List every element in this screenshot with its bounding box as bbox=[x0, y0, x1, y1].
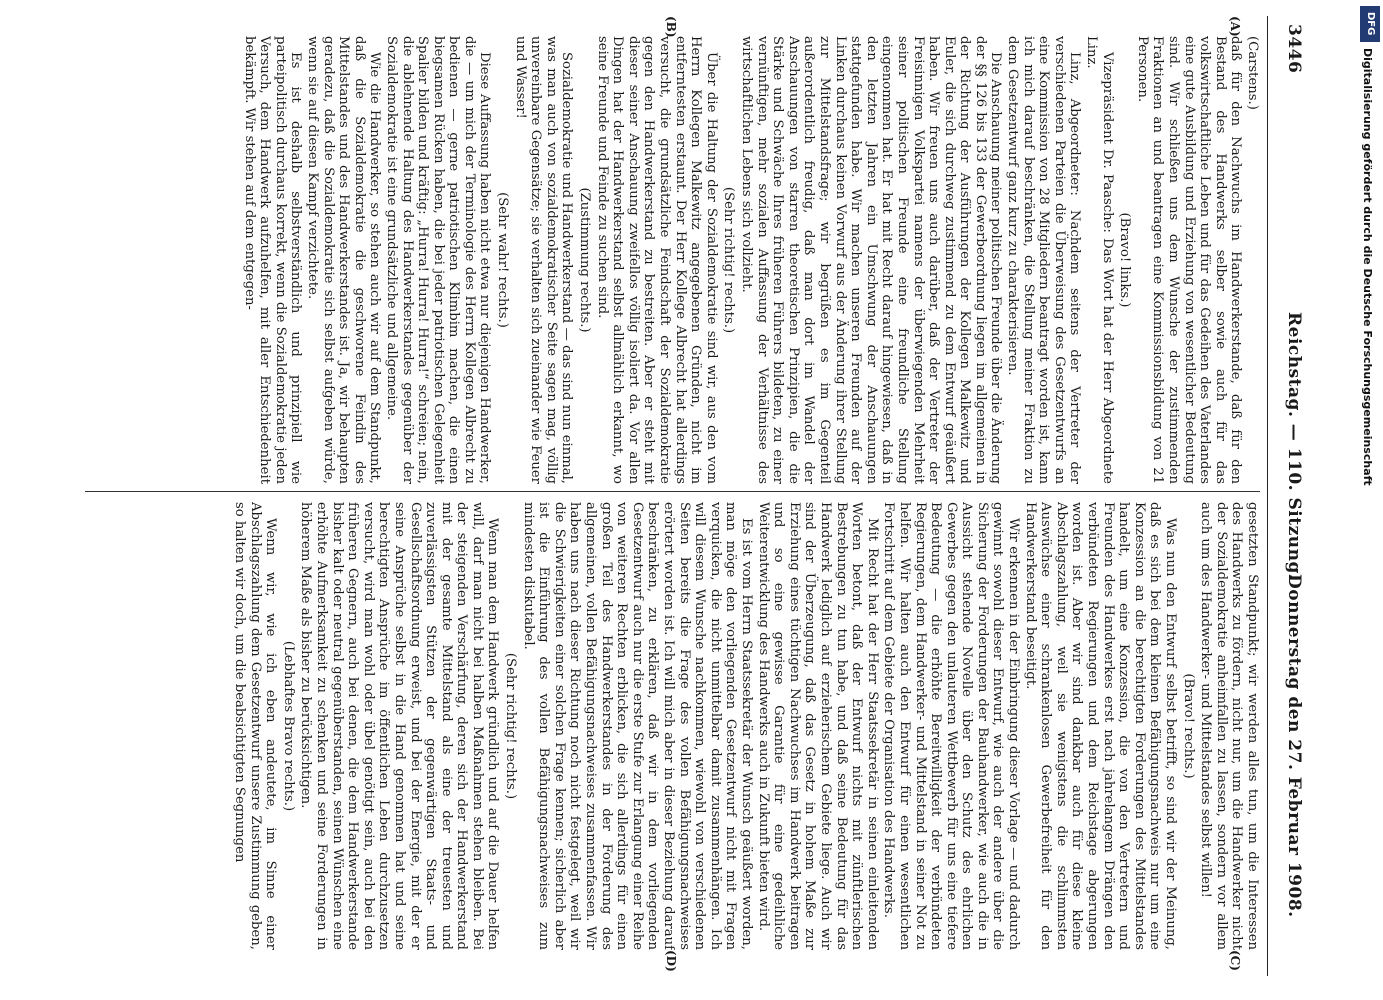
margin-marker-d: (D) bbox=[664, 950, 678, 972]
reaction-note: (Bravo! rechts.) bbox=[1180, 673, 1196, 779]
reaction-note: (Lebhaftes Bravo rechts.) bbox=[280, 640, 296, 812]
digitization-strip bbox=[1360, 6, 1380, 996]
page-header bbox=[1267, 16, 1318, 976]
paragraph: Linz, Abgeordneter: Nachdem seitens der Vertreter der verschiedenen Parteien die Überweisung des Gesetzentwurfs an eine Kommission von 28 Mitgliedern beantragt worden ist, kann ich mich darauf beschränken, die Stellung meiner Fraktion zu dem Gesetzentwurf ganz kurz zu charakterisieren. bbox=[1005, 36, 1083, 484]
paragraph: Wir erkennen in der Einbringung dieser Vorlage — und dadurch gewinnt sowohl dieser Entwurf, wie auch der andere über die Sicherung der Forderungen der Bauhandwerker, wie auch die in Aussicht stehende Novelle über den Schutz des ehrlichen Gewerbes gegen den unlauteren Wettbewerb für uns eine tiefere Bedeutung — die erhöhte Bereitwilligkeit der verbündeten Regierungen, dem Handwerker- und Mittelstand in seiner Not zu helfen. Wir halten auch den Entwurf für einen wesentlichen Fortschritt auf dem Gebiete der Organisation des Handwerks. bbox=[881, 502, 1022, 950]
left-text-column bbox=[85, 36, 1260, 484]
paragraph: Vizepräsident Dr. Paasche: Das Wort hat der Herr Abgeordnete Linz. bbox=[1084, 36, 1115, 484]
paragraph: Wenn man dem Handwerk gründlich und auf die Dauer helfen will, darf man nicht bei halben Maßnahmen stehen bleiben. Bei der steigenden Verschärfung, deren sich der Handwerkerstand mit der gesamte Mittelstand als eine der treuesten und zuverlässigsten Stützen der gegenwärtigen Staats- und Gesellschaftsordnung erweist, und bei der Energie, mit der er seine Ansprüche selbst in die Hand genommen hat und seine berechtigten Ansprüche im öffentlichen Leben durchzusetzen versucht, wird man wohl oder übel genötigt sein, auch bei den früheren Gegnern, auch bei denen, die dem Handwerkerstande bisher kalt oder neutral gegenüberstanden, seinen Wünschen eine erhöhte Aufmerksamkeit zu schenken und seine Forderungen in höherem Maße als bisher zu berücksichtigen. bbox=[298, 502, 501, 950]
paragraph: daß für den Nachwuchs im Handwerkerstande, daß für den Bestand des Handwerks selber sowie auch für das volkswirtschaftliche Leben und für das Gedeihen des Vaterlandes eine gute Ausbildung und Erziehung von wesentlicher Bedeutung sind. Wir schließen uns dem Wunsche der zustimmenden Fraktionen an und beantragen eine Kommissionsbildung von 21 Personen. bbox=[1134, 36, 1244, 484]
reaction-note: (Bravo! links.) bbox=[1117, 212, 1133, 308]
reaction-note: (Sehr richtig! rechts.) bbox=[503, 652, 519, 800]
reaction-note: (Sehr richtig! rechts.) bbox=[721, 186, 737, 334]
margin-marker-b: (B) bbox=[664, 16, 678, 38]
paragraph: Über die Haltung der Sozialdemokratie sind wir, aus den vom Herrn Kollegen Malkewitz angegebenen Gründen, nicht im entferntesten erstaunt. Der Herr Kollege Albrecht hat allerdings versucht, die grundsätzliche Feindschaft der Sozialdemokratie gegen den Handwerkerstand zu bestreiten. Aber er steht mit dieser seiner Anschauung zweifellos völlig isoliert da. Vor allen Dingen hat der Handwerkerstand selbst allmählich erkannt, wo seine Freunde und Feinde zu suchen sind. bbox=[594, 36, 719, 484]
sitting-date: Donnerstag den 27. Februar 1908. bbox=[1284, 574, 1304, 918]
paragraph: gesetzten Standpunkt; wir werden alles tun, um die Interessen des Handwerks zu fördern, nicht nur, um die Handwerker nicht der Sozialdemokratie anheimfallen zu lassen, sondern vor allem auch um des Handwerker- und Mittelstandes selbst willen! bbox=[1198, 502, 1260, 950]
right-text-column bbox=[85, 502, 1260, 950]
paragraph: Wie die Handwerker, so stehen auch wir auf dem Standpunkt, daß die Sozialdemokratie die geschworene Feindin des Mittelstandes und des Handwerkerstandes ist. Ja, wir behaupten geradezu, daß die Sozialdemokratie sich selbst aufgeben würde, wenn sie auf diesen Kampf verzichtete. bbox=[304, 36, 383, 484]
speaker-note: (Carstens.) bbox=[1245, 36, 1260, 110]
paragraph: Es ist deshalb selbstverständlich und prinzipiell wie parteipolitisch durchaus korrekt, wenn die Sozialdemokratie jeden Versuch, dem Handwerk aufzuhelfen, mit aller Entschiedenheit bekämpft. Wir stehen auf dem entgegen- bbox=[241, 36, 304, 484]
paragraph: Sozialdemokratie und Handwerkerstand — das sind nun einmal, was man auch von sozialdemokratischer Seite sagen mag, völlig unvereinbare Gegensätze; sie verhalten sich zueinander wie Feuer und Wasser! bbox=[512, 36, 575, 484]
dfg-logo-icon: DFG bbox=[1360, 6, 1380, 42]
paragraph: Diese Auffassung haben nicht etwa nur diejenigen Handwerker, die — um mich der Terminologie des Herrn Kollegen Albrecht zu bedienen — gerne patriotischen Klimbim machen, die einen biegsamen Rücken haben, die bei jeder patriotischen Gelegenheit Spalier bilden und kräftig: „Hurra! Hurra! Hurra!“ schreien; nein, die ablehnende Haltung des Handwerkerstandes gegenüber der Sozialdemokratie ist eine grundsätzliche und allgemeine. bbox=[383, 36, 493, 484]
column-divider bbox=[85, 491, 1260, 492]
sitting-title: Reichstag. — 110. Sitzung. bbox=[1284, 312, 1304, 581]
page-number: 3446 bbox=[1284, 24, 1304, 74]
paragraph: Wenn wir, wie ich eben andeutete, im Sinne einer Abschlagszahlung dem Gesetzentwurf unsere Zustimmung geben, so halten wir doch, um die beabsichtigten Segnungen bbox=[232, 502, 279, 950]
reaction-note: (Sehr wahr! rechts.) bbox=[495, 192, 511, 328]
paragraph: Was nun den Entwurf selbst betrifft, so sind wir der Meinung, daß es sich bei dem kleinen Befähigungsnachweis nur um eine Konzession an die berechtigten Forderungen des Mittelstandes handelt, um eine Konzession, die von den Vertretern und Freunden des Handwerkes erst nach jahrelangem Drängen den verbündeten Regierungen und dem Reichstage abgerungen worden ist. Aber wir sind dankbar auch für diese kleine Abschlagszahlung, weil sie wenigstens die schlimmsten Auswüchse einer schrankenlosen Gewerbefreiheit für den Handwerkerstand beseitigt. bbox=[1022, 502, 1179, 950]
margin-marker-a: (A) bbox=[1228, 16, 1242, 37]
reaction-note: (Zustimmung rechts.) bbox=[577, 187, 593, 333]
paragraph: Es ist vom Herrn Staatssekretär der Wunsch geäußert worden, man möge den vorliegenden Gesetzentwurf nicht mit Fragen verquicken, die nicht unmittelbar damit zusammenhängen. Ich will diesem Wunsche nachkommen, wiewohl von verschiedenen Seiten bereits die Frage des vollen Befähigungsnachweises erörtert worden ist. Ich will mich aber in dieser Beziehung darauf beschränken, zu erklären, daß wir in dem vorliegenden Gesetzentwurf auch nur die erste Stufe zur Erlangung einer Reihe von weiteren Rechten erblicken, die sich allerdings für einen großen Teil des Handwerkerstandes in der Forderung des allgemeinen, vollen Befähigungsnachweises zusammenfassen. Wir haben uns nach dieser Richtung noch nicht festgelegt, weil wir die Schwierigkeiten einer solchen Frage kennen; sicherlich aber ist die Einführung des vollen Befähigungsnachweises zum mindesten diskutabel. bbox=[520, 502, 754, 950]
scanned-page bbox=[68, 16, 1318, 976]
paragraph: Mit Recht hat der Herr Staatssekretär in seinen einleitenden Worten betont, daß der Entwurf nichts mit zünftlerischen Bestrebungen zu tun habe, und daß seine Bedeutung für das Handwerk lediglich auf erzieherischem Gebiete liege. Auch wir sind der Überzeugung, daß das Gesetz in hohem Maße zur Erziehung eines tüchtigen Nachwuchses im Handwerk beitragen und so eine gewisse Garantie für eine gedeihliche Weiterentwicklung des Handwerks auch in Zukunft bieten wird. bbox=[755, 502, 880, 950]
margin-marker-c: (C) bbox=[1228, 950, 1242, 971]
digitization-credit: Digitalisierung gefördert durch die Deutsche Forschungsgemeinschaft bbox=[1361, 48, 1374, 486]
paragraph: Die Anschauung meiner politischen Freunde über die Änderung der §§ 126 bis 133 der Gewerbeordnung liegen im allgemeinen in der Richtung der Ausführungen der Kollegen Malkewitz und Euler, die sich durchweg zustimmend zu dem Entwurf geäußert haben. Wir freuen uns auch darüber, daß der Vertreter der Freisinnigen Volkspartei namens der überwiegenden Mehrheit seiner politischen Freunde eine freundliche Stellung eingenommen hat. Er hat mit Recht darauf hingewiesen, daß in den letzten Jahren ein Umschwung der Anschauungen stattgefunden habe. Wir machen unseren Freunden auf der Linken durchaus keinen Vorwurf aus der Änderung ihrer Stellung zur Mittelstandsfrage; wir begrüßen es im Gegenteil außerordentlich freudig, daß man dort im Wandel der Anschauungen von starren theoretischen Prinzipien, die die Stärke und Schwäche Ihres früheren Führers bildeten, zu einer vernünftigen, mehr sozialen Auffassung der Verhältnisse des wirtschaftlichen Lebens sich vollzieht. bbox=[739, 36, 1004, 484]
